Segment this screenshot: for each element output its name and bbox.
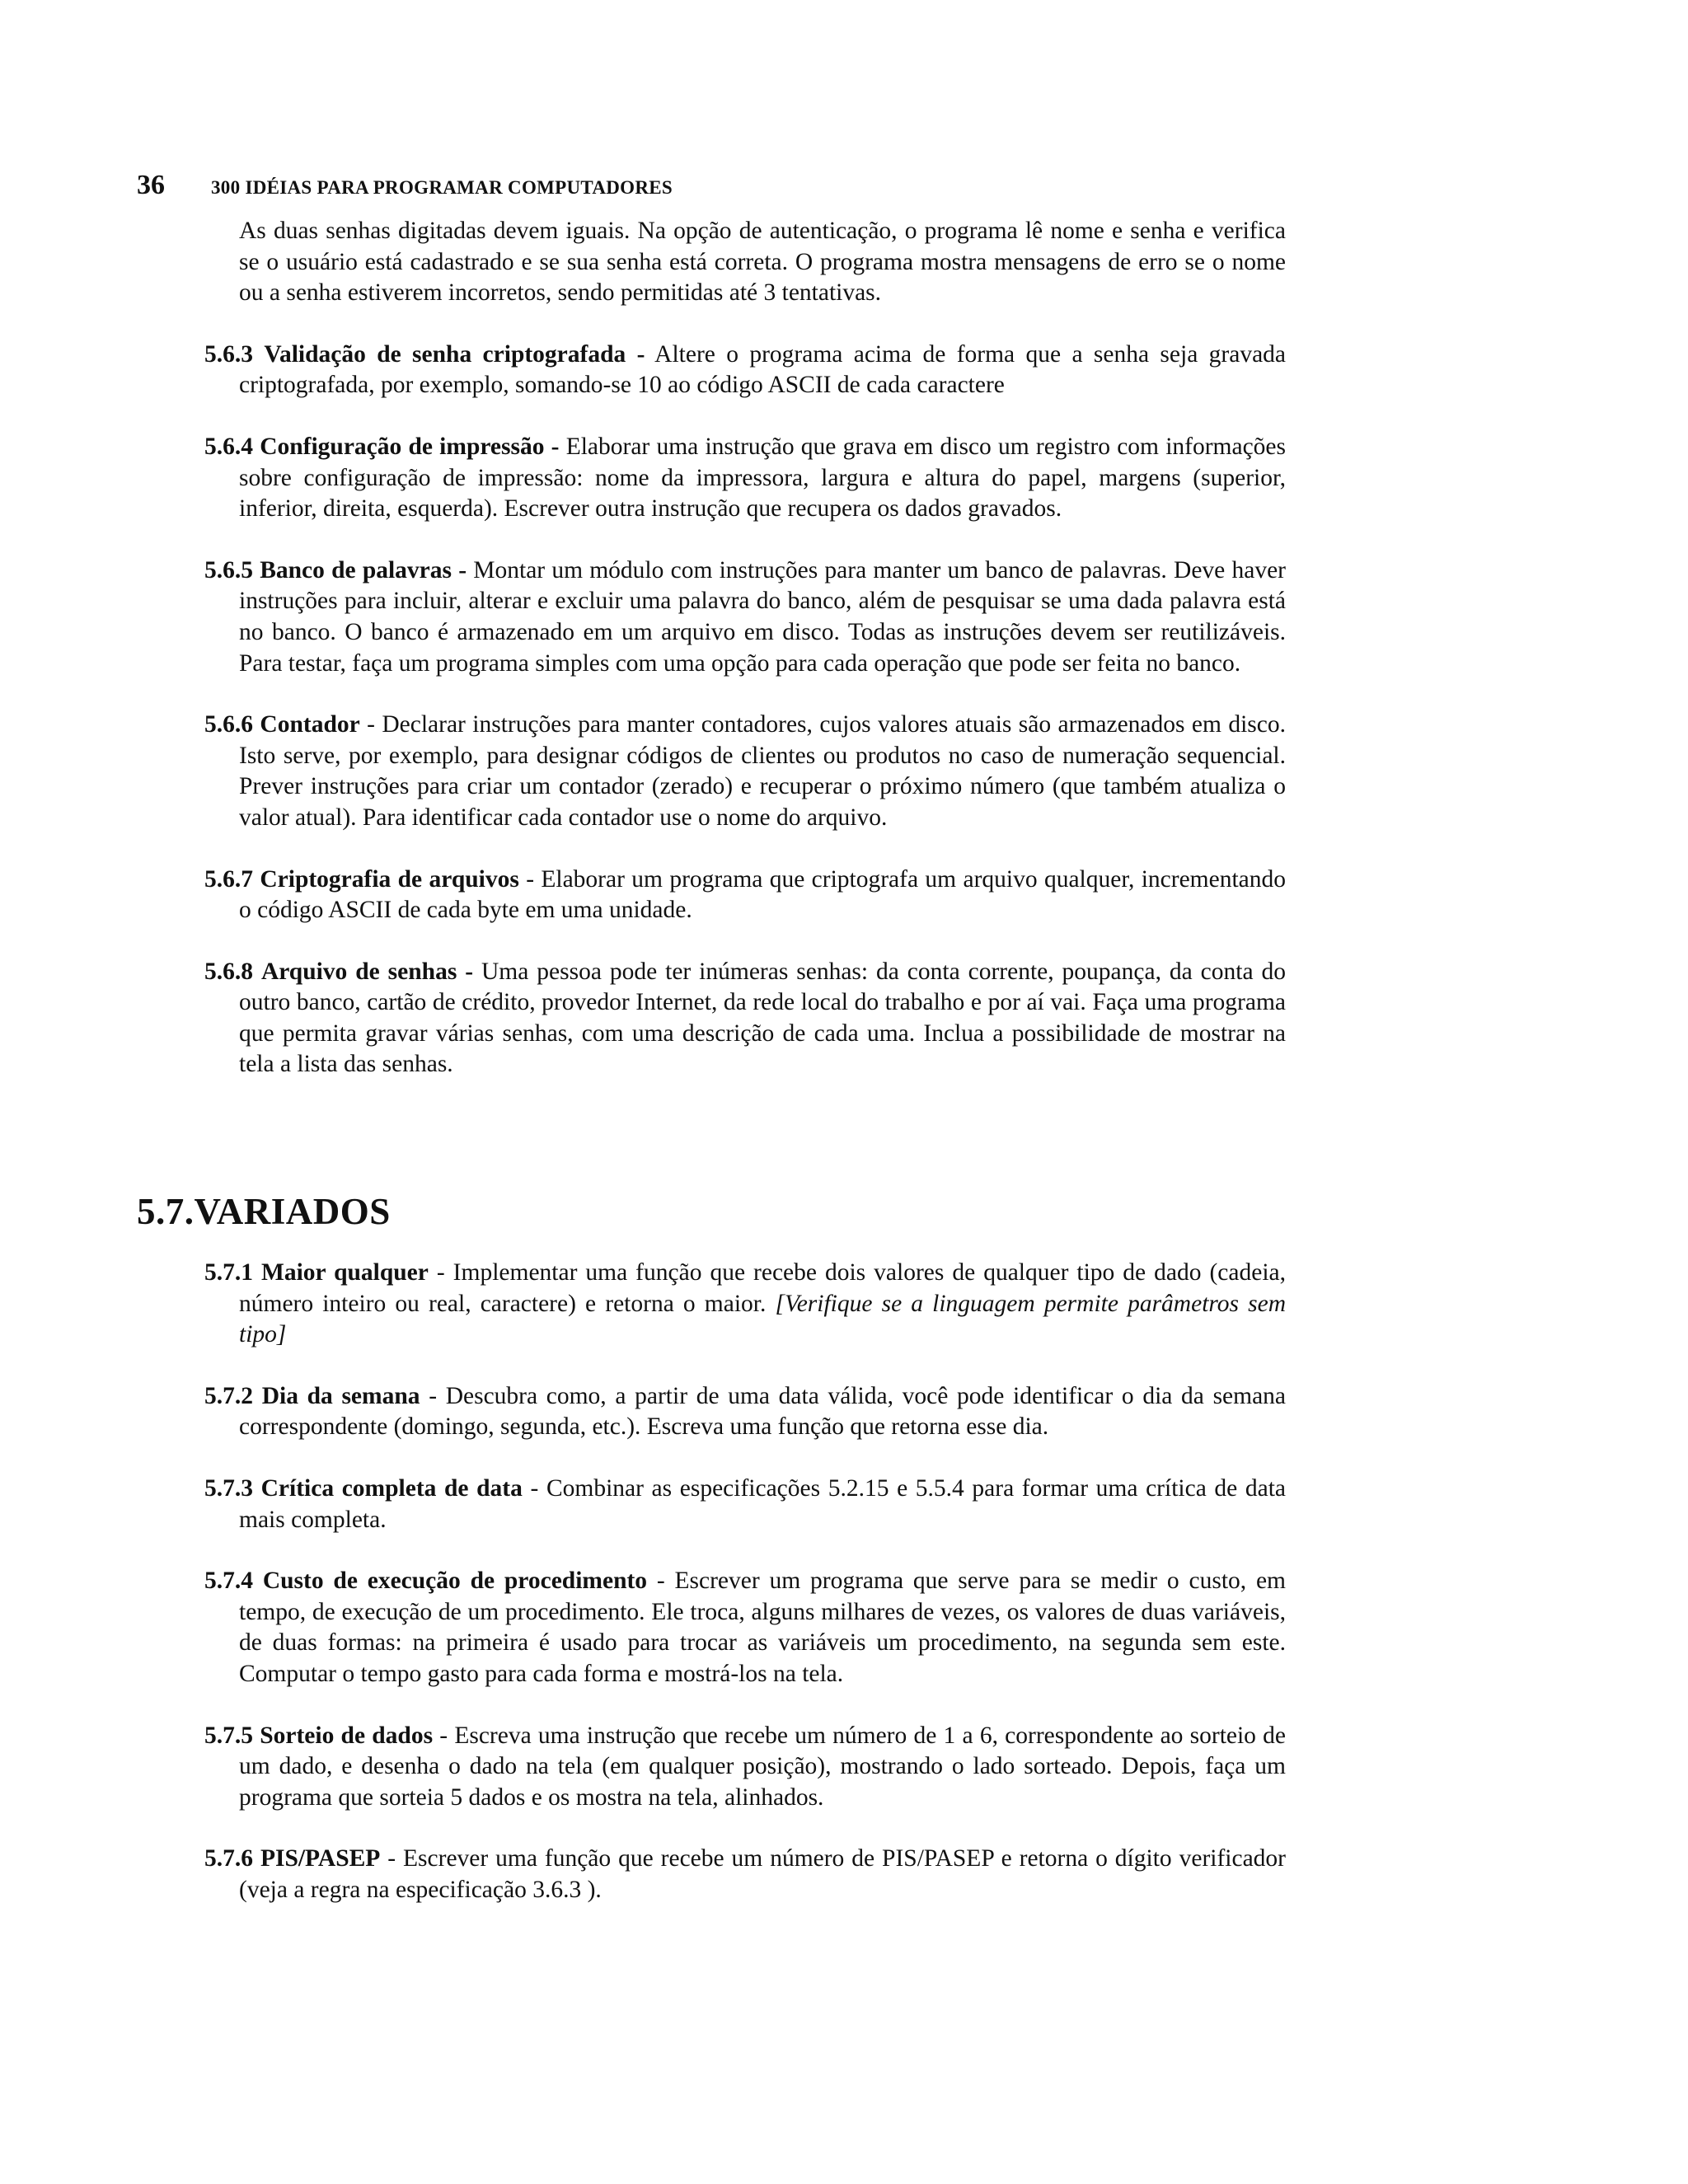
continuation-paragraph: As duas senhas digitadas devem iguais. Na opção de autenticação, o programa lê nome e senha e verifica se o usuário está cadastrado e se sua senha está correta. O programa mostra mensagens de erro se o nome ou a senha estiverem incorretos, sendo permitidas até 3 tentativas. [239, 218, 1286, 307]
spec-title: Banco de palavras - [260, 556, 467, 583]
spec-number: 5.6.8 [204, 958, 253, 985]
spec-5-7-5 [204, 1721, 1286, 1814]
spec-text: Montar um módulo com instruções para manter um banco de palavras. Deve haver instruções para incluir, alterar e excluir uma palavra do banco, além de pesquisar se uma dada palavra está no banco. O banco é armazenado em um arquivo em disco. Todas as instruções devem ser reutilizáveis. Para testar, faça um programa simples com uma opção para cada operação que pode ser feita no banco. [239, 556, 1286, 677]
spec-number: 5.7.1 [204, 1259, 253, 1286]
spec-number: 5.6.6 [204, 711, 253, 738]
spec-5-7-6 [204, 1844, 1286, 1905]
spec-number: 5.6.7 [204, 865, 253, 893]
spec-title: Configuração de impressão - [260, 433, 560, 460]
spec-text: - Combinar as especificações 5.2.15 e 5.5.4 para formar uma crítica de data mais completa. [239, 1474, 1287, 1533]
spec-title: Maior qualquer [261, 1259, 429, 1286]
running-header [137, 170, 1291, 206]
spec-title: Custo de execução de procedimento [262, 1568, 648, 1595]
spec-number: 5.6.4 [204, 433, 253, 460]
spec-text: - Elaborar um programa que criptografa um arquivo qualquer, incrementando o código ASCII de cada byte em uma unidade. [239, 865, 1286, 924]
spec-number: 5.6.5 [204, 556, 253, 583]
spec-title: Criptografia de arquivos [260, 865, 519, 893]
spec-5-6-4 [204, 432, 1286, 525]
spec-5-7-4 [204, 1566, 1286, 1690]
spec-number: 5.7.4 [204, 1568, 253, 1595]
page-number: 36 [137, 170, 165, 200]
spec-5-6-6 [204, 710, 1286, 833]
book-title: 300 IDÉIAS PARA PROGRAMAR COMPUTADORES [211, 177, 673, 198]
spec-title: PIS/PASEP [260, 1845, 381, 1872]
spec-text: - Implementar uma função que recebe dois valores de qualquer tipo de dado (cadeia, número inteiro ou real, caractere) e retorna o maior. [239, 1259, 1286, 1317]
spec-text: - Escrever um programa que serve para se medir o custo, em tempo, de execução de um procedimento. Ele troca, alguns milhares de vezes, os valores de duas variáveis, de duas formas: na primeira é usado para trocar as variáveis um procedimento, na segunda sem este. Computar o tempo gasto para cada forma e mostrá-los na tela. [239, 1568, 1287, 1687]
spec-text: Uma pessoa pode ter inúmeras senhas: da conta corrente, poupança, da conta do outro banco, cartão de crédito, provedor Internet, da rede local do trabalho e por aí vai. Faça uma programa que permita gravar várias senhas, com uma descrição de cada uma. Inclua a possibilidade de mostrar na tela a lista das senhas. [239, 958, 1286, 1078]
spec-5-6-3 [204, 340, 1286, 401]
spec-title: Contador [260, 711, 360, 738]
spec-5-7-3 [204, 1474, 1286, 1535]
section-5-6-content [204, 216, 1286, 1111]
spec-text: Elaborar uma instrução que grava em disco um registro com informações sobre configuração de impressão: nome da impressora, largura e altura do papel, margens (superior, inferior, direita, esquerda). Escrever outra instrução que recupera os dados gravados. [239, 433, 1286, 523]
spec-number: 5.7.5 [204, 1722, 253, 1749]
spec-number: 5.6.3 [204, 340, 253, 368]
spec-title: Validação de senha criptografada - [264, 340, 645, 368]
spec-text: Altere o programa acima de forma que a senha seja gravada criptografada, por exemplo, somando-se 10 ao código ASCII de cada caractere [239, 340, 1287, 399]
spec-text: - Escreva uma instrução que recebe um número de 1 a 6, correspondente ao sorteio de um dado, e desenha o dado na tela (em qualquer posição), mostrando o lado sorteado. Depois, faça um programa que sorteia 5 dados e os mostra na tela, alinhados. [239, 1722, 1286, 1811]
spec-5-7-1 [204, 1258, 1286, 1351]
spec-text: - Escrever uma função que recebe um número de PIS/PASEP e retorna o dígito verificador (veja a regra na especificação 3.6.3 ). [239, 1845, 1286, 1903]
spec-text: - Declarar instruções para manter contadores, cujos valores atuais são armazenados em disco. Isto serve, por exemplo, para designar códigos de clientes ou produtos no caso de numeração sequencial. Prever instruções para criar um contador (zerado) e recuperar o próximo número (que também atualiza o valor atual). Para identificar cada contador use o nome do arquivo. [239, 711, 1286, 831]
spec-number: 5.7.3 [204, 1474, 253, 1502]
spec-5-7-2 [204, 1381, 1286, 1443]
spec-text: - Descubra como, a partir de uma data válida, você pode identificar o dia da semana correspondente (domingo, segunda, etc.). Escreva uma função que retorna esse dia. [239, 1382, 1287, 1441]
spec-5-6-8 [204, 957, 1286, 1080]
section-5-7-content [204, 1258, 1286, 1937]
spec-5-6-5 [204, 555, 1286, 679]
spec-title: Sorteio de dados [260, 1722, 434, 1749]
spec-title: Crítica completa de data [260, 1474, 523, 1502]
spec-title: Dia da semana [261, 1382, 420, 1409]
spec-number: 5.7.2 [204, 1382, 253, 1409]
spec-number: 5.7.6 [204, 1845, 253, 1872]
section-heading-variados: 5.7.VARIADOS [137, 1191, 391, 1232]
spec-title: Arquivo de senhas - [260, 958, 474, 985]
spec-5-6-7 [204, 865, 1286, 926]
spec-note: [Verifique se a linguagem permite parâmetros sem tipo] [239, 1290, 1287, 1348]
